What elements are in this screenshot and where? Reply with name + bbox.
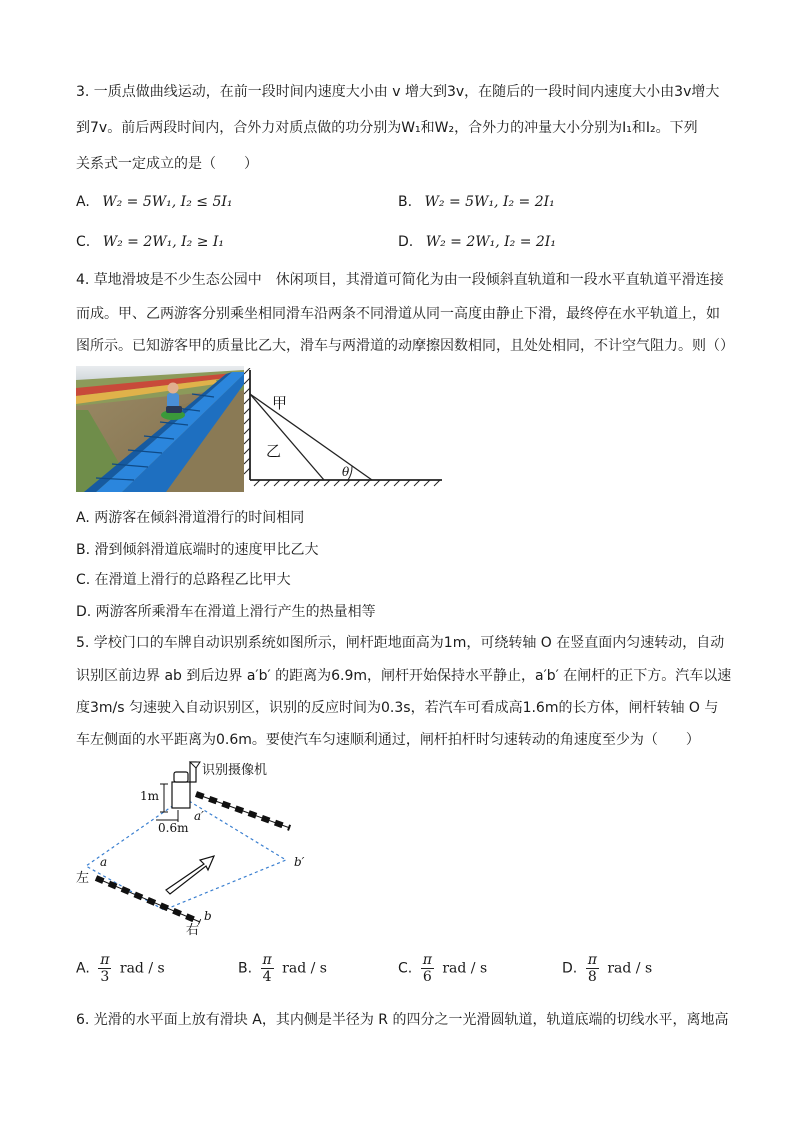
q3-option-d-text: W₂ = 2W₁, I₂ = 2I₁	[425, 234, 556, 250]
label-b-prime: b′	[294, 855, 305, 869]
q3-stem-line3: 关系式一定成立的是（ ）	[76, 156, 258, 172]
q5-option-c-num: π	[422, 952, 432, 968]
q5-option-c-den: 6	[422, 969, 432, 985]
slide-diagram	[244, 368, 444, 494]
q5-option-d-fraction	[586, 952, 599, 985]
q4-option-a[interactable]: A. 两游客在倾斜滑道滑行的时间相同	[76, 510, 305, 526]
q5-option-d-label: D.	[562, 960, 578, 977]
q3-option-c-text: W₂ = 2W₁, I₂ ≥ I₁	[102, 234, 225, 250]
label-right: 右	[186, 923, 200, 938]
q5-option-a-den: 3	[100, 969, 110, 985]
q5-option-c-label: C.	[398, 960, 413, 977]
q3-option-a-text: W₂ = 5W₁, I₂ ≤ 5I₁	[102, 194, 233, 210]
q5-option-d-unit: rad / s	[607, 960, 653, 977]
q5-option-b-unit: rad / s	[282, 960, 327, 977]
height-label: 1m	[140, 789, 160, 803]
q3-option-a-label: A.	[76, 194, 90, 210]
label-a-prime: a′	[194, 809, 204, 823]
q5-option-b-den: 4	[262, 969, 272, 985]
label-b: b	[204, 909, 212, 923]
q5-option-a-label: A.	[76, 960, 90, 977]
q5-stem-line4: 车左侧面的水平距离为0.6m。要使汽车匀速顺利通过，闸杆拍杆时匀速转动的角速度至少为（ ）	[76, 732, 700, 748]
q5-option-d[interactable]	[562, 952, 652, 985]
q4-stem-line1: 4. 草地滑坡是不少生态公园中 休闲项目，其滑道可简化为由一段倾斜直轨道和一段水平直轨道平滑连接	[76, 272, 724, 288]
q3-option-a[interactable]	[76, 192, 233, 212]
camera-label: 识别摄像机	[202, 763, 268, 778]
q3-option-c[interactable]	[76, 232, 224, 252]
q5-option-c-unit: rad / s	[442, 960, 488, 977]
q5-option-a-unit: rad / s	[119, 960, 165, 977]
q3-stem-line2: 到7v。前后两段时间内，合外力对质点做的功分别为W₁和W₂，合外力的冲量大小分别为I₁和I₂。下列	[76, 120, 698, 136]
q4-stem-line2: 而成。甲、乙两游客分别乘坐相同滑车沿两条不同滑道从同一高度由静止下滑，最终停在水平轨道上，如	[76, 306, 720, 322]
q6-stem-line1: 6. 光滑的水平面上放有滑块 A，其内侧是半径为 R 的四分之一光滑圆轨道，轨道底端的切线水平，离地高	[76, 1012, 729, 1028]
q3-option-d-label: D.	[398, 234, 414, 250]
q5-stem-line2: 识别区前边界 ab 到后边界 a′b′ 的距离为6.9m，闸杆开始保持水平静止，a′b′ 在闸杆的正下方。汽车以速	[76, 668, 732, 684]
label-jia: 甲	[272, 394, 288, 412]
q5-option-b-fraction	[261, 952, 274, 985]
q3-stem-line1: 3. 一质点做曲线运动，在前一段时间内速度大小由 v 增大到3v，在随后的一段时间内速度大小由3v增大	[76, 84, 720, 100]
q5-option-a[interactable]	[76, 952, 165, 985]
q3-option-b-label: B.	[398, 194, 413, 210]
q3-option-b[interactable]	[398, 192, 555, 212]
q5-option-d-den: 8	[587, 969, 597, 985]
label-a: a	[100, 855, 108, 869]
label-theta: θ	[342, 465, 350, 479]
q4-option-d[interactable]: D. 两游客所乘滑车在滑道上滑行产生的热量相等	[76, 604, 376, 620]
q5-option-b-num: π	[262, 952, 272, 968]
q5-option-a-fraction	[98, 952, 111, 985]
q5-option-c-fraction	[421, 952, 434, 985]
distance-label: 0.6m	[158, 821, 189, 835]
q3-option-c-label: C.	[76, 234, 91, 250]
q4-option-b[interactable]: B. 滑到倾斜滑道底端时的速度甲比乙大	[76, 542, 319, 558]
q5-option-d-num: π	[587, 952, 597, 968]
q4-option-c[interactable]: C. 在滑道上滑行的总路程乙比甲大	[76, 572, 291, 588]
q3-option-d[interactable]	[398, 232, 556, 252]
q5-stem-line1: 5. 学校门口的车牌自动识别系统如图所示，闸杆距地面高为1m，可绕转轴 O 在竖直面内匀速转动，自动	[76, 635, 725, 651]
q5-option-a-num: π	[100, 952, 110, 968]
label-left: 左	[76, 871, 90, 886]
q4-stem-line3: 图所示。已知游客甲的质量比乙大，滑车与两滑道的动摩擦因数相同，且处处相同，不计空气阻力。则（）	[76, 338, 734, 354]
q5-stem-line3: 度3m/s 匀速驶入自动识别区，识别的反应时间为0.3s，若汽车可看成高1.6m的长方体，闸杆转轴 O 与	[76, 700, 719, 716]
q5-option-c[interactable]	[398, 952, 487, 985]
gate-diagram	[76, 760, 316, 938]
q5-option-b[interactable]	[238, 952, 327, 985]
label-yi: 乙	[266, 442, 282, 460]
grass-slide-photo	[76, 366, 244, 492]
q3-option-b-text: W₂ = 5W₁, I₂ = 2I₁	[424, 194, 555, 210]
q5-option-b-label: B.	[238, 960, 253, 977]
